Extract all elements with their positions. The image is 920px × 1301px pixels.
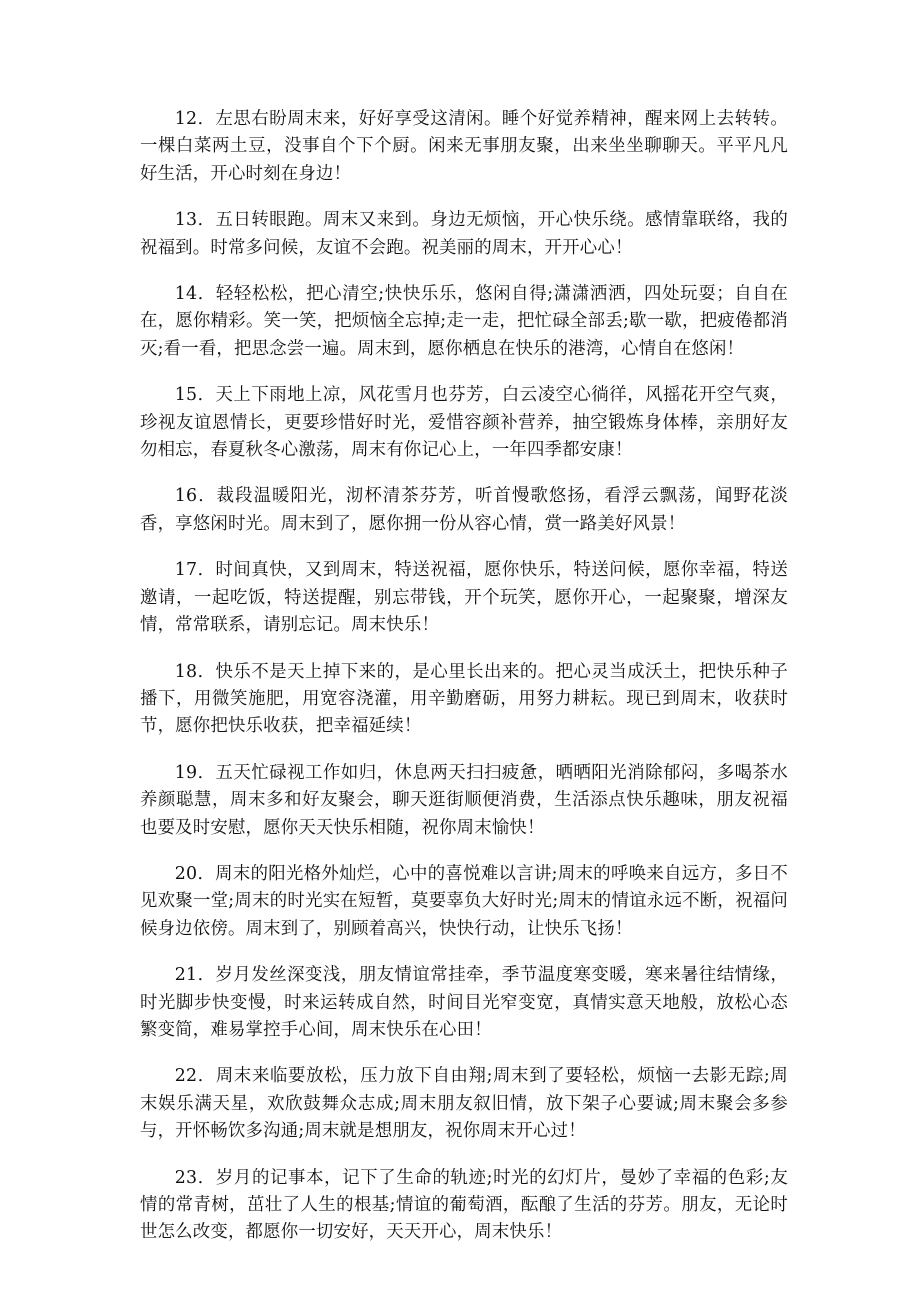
paragraph-22: 22．周末来临要放松，压力放下自由翔;周末到了要轻松，烦恼一去影无踪;周末娱乐满天星，欢欣鼓舞众志成;周末朋友叙旧情，放下架子心要诚;周末聚会多参与，开怀畅饮多沟通;周末就是想朋友，祝你周末开心过！ (140, 1066, 788, 1142)
paragraph-18: 18．快乐不是天上掉下来的，是心里长出来的。把心灵当成沃土，把快乐种子播下，用微笑施肥，用宽容浇灌，用辛勤磨砺，用努力耕耘。现已到周末，收获时节，愿你把快乐收获，把幸福延续！ (140, 661, 788, 737)
paragraph-20: 20．周末的阳光格外灿烂，心中的喜悦难以言讲;周末的呼唤来自远方，多日不见欢聚一堂;周末的时光实在短暂，莫要辜负大好时光;周末的情谊永远不断，祝福问候身边依傍。周末到了，别顾着高兴，快快行动，让快乐飞扬！ (140, 863, 788, 939)
paragraph-16: 16．裁段温暖阳光，沏杯清茶芬芳，听首慢歌悠扬，看浮云飘荡，闻野花淡香，享悠闲时光。周末到了，愿你拥一份从容心情，赏一路美好风景！ (140, 486, 788, 534)
paragraph-13: 13．五日转眼跑。周末又来到。身边无烦恼，开心快乐绕。感情靠联络，我的祝福到。时常多问候，友谊不会跑。祝美丽的周末，开开心心！ (140, 210, 788, 258)
paragraph-19: 19．五天忙碌视工作如归，休息两天扫扫疲惫，晒晒阳光消除郁闷，多喝茶水养颜聪慧，周末多和好友聚会，聊天逛街顺便消费，生活添点快乐趣味，朋友祝福也要及时安慰，愿你天天快乐相随，祝你周末愉快！ (140, 762, 788, 838)
paragraph-14: 14．轻轻松松，把心清空;快快乐乐，悠闲自得;潇潇洒洒，四处玩耍；自自在在，愿你精彩。笑一笑，把烦恼全忘掉;走一走，把忙碌全部丢;歇一歇，把疲倦都消灭;看一看，把思念尝一遍。周末到，愿你栖息在快乐的港湾，心情自在悠闲！ (140, 284, 788, 359)
paragraph-15: 15．天上下雨地上凉，风花雪月也芬芳，白云凌空心徜徉，风摇花开空气爽，珍视友谊恩情长，更要珍惜好时光，爱惜容颜补营养，抽空锻炼身体棒，亲朋好友勿相忘，春夏秋冬心激荡，周末有你记心上，一年四季都安康！ (140, 385, 788, 461)
document-body (140, 106, 788, 1266)
paragraph-12: 12．左思右盼周末来，好好享受这清闲。睡个好觉养精神，醒来网上去转转。一棵白菜两土豆，没事自个下个厨。闲来无事朋友聚，出来坐坐聊聊天。平平凡凡好生活，开心时刻在身边！ (140, 109, 788, 184)
paragraph-17: 17．时间真快，又到周末，特送祝福，愿你快乐，特送问候，愿你幸福，特送邀请，一起吃饭，特送提醒，别忘带钱，开个玩笑，愿你开心，一起聚聚，增深友情，常常联系，请别忘记。周末快乐！ (140, 560, 788, 636)
paragraph-23: 23．岁月的记事本，记下了生命的轨迹;时光的幻灯片，曼妙了幸福的色彩;友情的常青树，茁壮了人生的根基;情谊的葡萄酒，酝酿了生活的芬芳。朋友，无论时世怎么改变，都愿你一切安好，天天开心，周末快乐！ (140, 1167, 788, 1243)
paragraph-21: 21．岁月发丝深变浅，朋友情谊常挂牵，季节温度寒变暖，寒来暑往结情缘，时光脚步快变慢，时来运转成自然，时间目光窄变宽，真情实意天地般，放松心态繁变简，难易掌控手心间，周末快乐在心田！ (140, 965, 788, 1040)
